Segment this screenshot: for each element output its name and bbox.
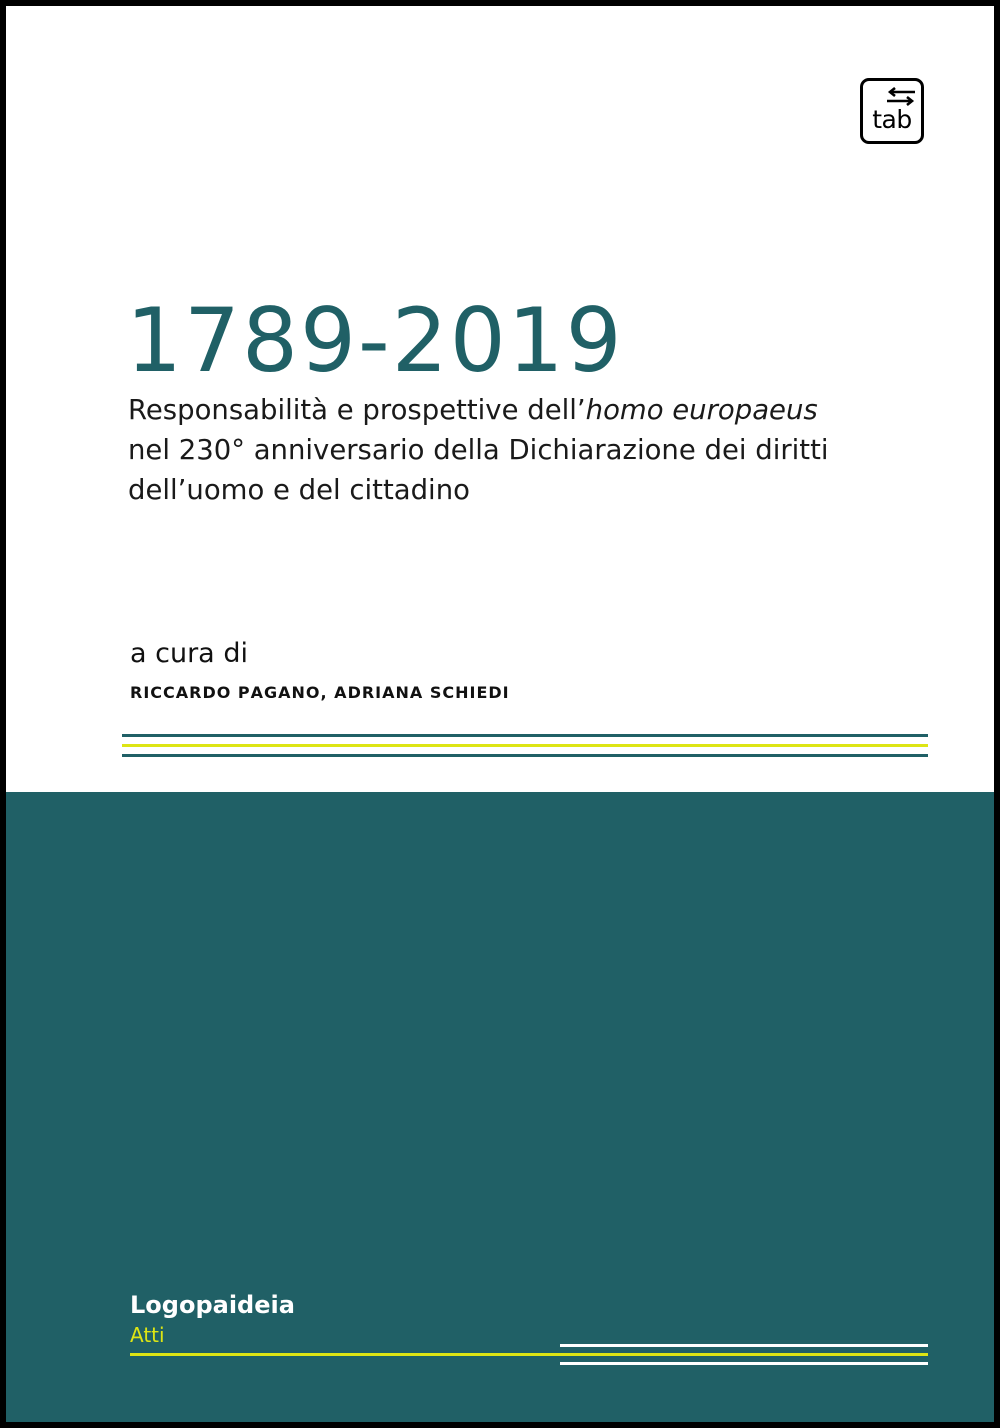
footer-rule-white-top <box>560 1344 928 1347</box>
subtitle-line-1 <box>128 390 948 430</box>
title-years: 1789-2019 <box>126 289 624 392</box>
footer-rule-white-bottom <box>560 1362 928 1365</box>
footer-rule-yellow <box>130 1353 928 1356</box>
swap-arrows-icon <box>885 87 917 107</box>
curated-by-label: a cura di <box>130 638 248 669</box>
divider-teal-bottom <box>122 754 928 757</box>
subtitle-line-1-text: Responsabilità e prospettive dell’ <box>128 394 586 426</box>
book-cover <box>6 6 994 1422</box>
series-name: Logopaideia <box>130 1291 295 1319</box>
subtitle-line-2: nel 230° anniversario della Dichiarazione dei diritti <box>128 434 829 466</box>
publisher-logo <box>860 78 924 144</box>
publisher-logo-text: tab <box>872 105 912 134</box>
editors-names: Riccardo Pagano, Adriana Schiedi <box>130 678 510 704</box>
divider-teal-top <box>122 734 928 737</box>
subtitle-italic-term: homo europaeus <box>585 394 818 426</box>
divider-yellow <box>122 744 928 747</box>
subtitle-line-3: dell’uomo e del cittadino <box>128 474 470 506</box>
series-subseries: Atti <box>130 1323 165 1347</box>
subtitle <box>128 390 948 510</box>
